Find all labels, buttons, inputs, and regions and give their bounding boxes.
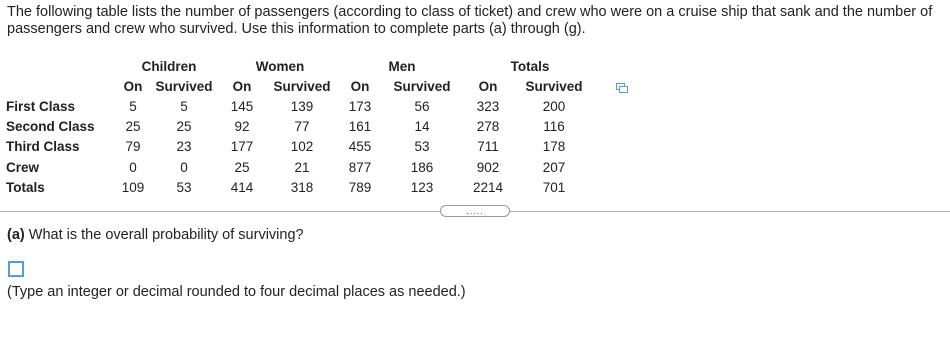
table-cell: 178 [542, 139, 566, 155]
table-row [6, 96, 596, 116]
table-cell: 0 [129, 159, 137, 175]
table-cell: 145 [230, 98, 254, 114]
subheader-children-survived: Survived [155, 78, 213, 94]
table-cell: 139 [290, 98, 314, 114]
table-cell: 102 [290, 139, 314, 155]
table-cell: 2214 [472, 179, 504, 195]
copy-icon[interactable] [616, 80, 628, 90]
table-cell: 77 [294, 119, 310, 135]
problem-intro: The following table lists the number of passengers (according to class of ticket) and crew who were on a cruise ship that sank and the number of passengers and crew who survived. Use this information to complete parts (a) through (g). [7, 4, 933, 37]
subheader-row [6, 76, 596, 96]
table-cell: 200 [542, 98, 566, 114]
table-cell: 5 [180, 98, 188, 114]
table-cell: 25 [234, 159, 250, 175]
table-cell: 877 [348, 159, 372, 175]
table-cell: 53 [414, 139, 430, 155]
table-cell: 789 [348, 179, 372, 195]
table-cell: 25 [176, 119, 192, 135]
table-cell: 711 [477, 139, 499, 155]
table-cell: 278 [476, 119, 500, 135]
table-cell: 92 [234, 119, 250, 135]
table-cell: 53 [176, 179, 192, 195]
table-cell: 177 [230, 139, 254, 155]
table-row [6, 137, 596, 157]
table-cell: 25 [125, 119, 141, 135]
subheader-men-survived: Survived [393, 78, 451, 94]
table-cell: 79 [125, 139, 141, 155]
row-label: Crew [6, 159, 40, 175]
answer-hint: (Type an integer or decimal rounded to four decimal places as needed.) [7, 284, 466, 300]
subheader-children-on: On [123, 78, 143, 94]
row-label-subheader [6, 76, 118, 96]
table-cell: 5 [129, 98, 137, 114]
group-header-row [6, 56, 596, 76]
expand-button-dots: ..... [466, 206, 484, 216]
row-label: First Class [6, 98, 76, 114]
row-label: Totals [6, 179, 45, 195]
table-cell: 701 [542, 179, 566, 195]
table-cell: 902 [476, 159, 500, 175]
subheader-totals-survived: Survived [525, 78, 583, 94]
question-text: What is the overall probability of surviving? [24, 227, 304, 243]
subheader-totals-on: On [478, 78, 498, 94]
row-label: Third Class [6, 139, 80, 155]
table-cell: 109 [121, 179, 145, 195]
row-label-header [6, 56, 118, 76]
table-cell: 0 [180, 159, 188, 175]
expand-button[interactable] [440, 205, 510, 217]
table-cell: 207 [542, 159, 566, 175]
table-row [6, 177, 596, 197]
table-cell: 173 [348, 98, 372, 114]
table-cell: 455 [348, 139, 372, 155]
subheader-women-survived: Survived [273, 78, 331, 94]
group-header-women: Women [255, 58, 305, 74]
table-cell: 414 [230, 179, 254, 195]
group-header-men: Men [388, 58, 416, 74]
table-cell: 23 [176, 139, 192, 155]
answer-input[interactable] [8, 261, 24, 277]
table-cell: 161 [348, 119, 372, 135]
question-part-label: (a) [7, 227, 25, 243]
table-cell: 21 [294, 159, 310, 175]
table-cell: 14 [414, 119, 430, 135]
table-cell: 123 [410, 179, 434, 195]
table-cell: 318 [290, 179, 314, 195]
question-a [7, 227, 304, 243]
table-row [6, 117, 596, 137]
group-header-totals: Totals [510, 58, 550, 74]
table-cell: 56 [414, 98, 430, 114]
group-header-children: Children [141, 58, 197, 74]
subheader-men-on: On [350, 78, 370, 94]
table-cell: 323 [476, 98, 500, 114]
row-label: Second Class [6, 119, 95, 135]
table-cell: 116 [543, 119, 565, 135]
table-row [6, 157, 596, 177]
table-cell: 186 [410, 159, 434, 175]
passenger-table [6, 56, 596, 197]
subheader-women-on: On [232, 78, 252, 94]
